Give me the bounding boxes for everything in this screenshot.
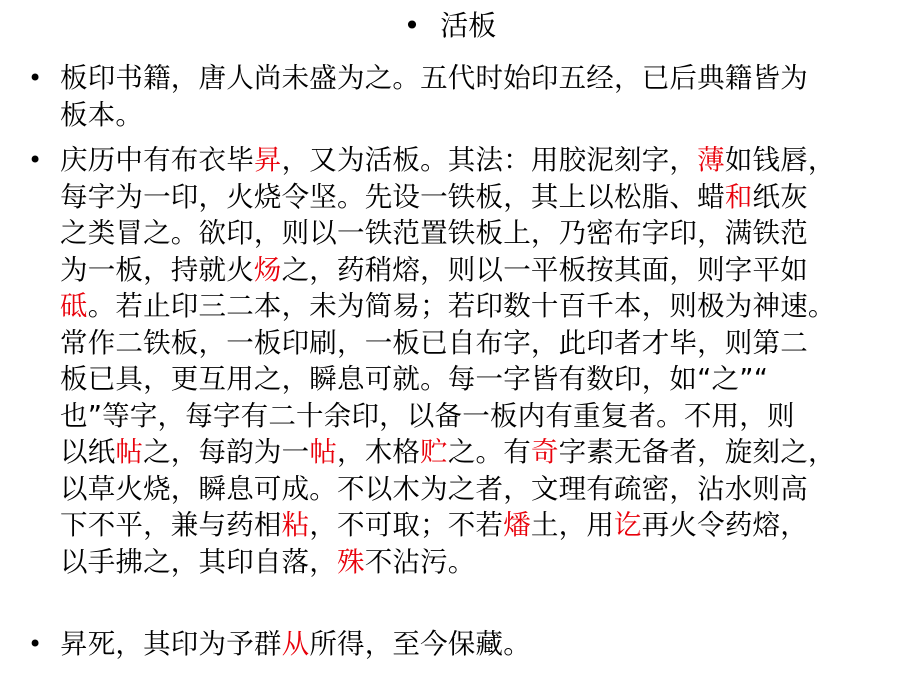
text-segment: 之类冒之。欲印，则以一铁范置铁板上，乃密布字印，满铁范 xyxy=(60,217,808,249)
text-segment: 常作二铁板，一板印刷，一板已自布字，此印者才毕，则第二 xyxy=(60,326,808,359)
highlighted-word: 薄 xyxy=(697,144,725,176)
text-segment: 也”等字，每字有二十余印，以备一板内有重复者。不用，则 xyxy=(60,399,795,432)
text-line xyxy=(60,361,890,398)
paragraph-body xyxy=(60,60,890,133)
highlighted-word: 帖 xyxy=(309,436,338,468)
text-segment: 之，药稍熔，则以一平板按其面，则字平如 xyxy=(281,253,808,286)
text-line xyxy=(60,434,890,471)
text-segment: 之。有 xyxy=(447,436,531,468)
text-segment: 所得，至今保藏。 xyxy=(309,628,531,660)
text-line xyxy=(60,142,890,179)
text-segment: 板已具，更互用之，瞬息可就。每一字皆有数印，如“之”“ xyxy=(60,363,769,395)
text-segment: 以草火烧，瞬息可成。不以木为之者，文理有疏密，沾水则高 xyxy=(60,472,808,505)
text-segment: 。若止印三二本，未为简易；若印数十百千本，则极为神速。 xyxy=(87,290,836,322)
highlighted-word: 炀 xyxy=(253,253,282,286)
highlighted-word: 殊 xyxy=(337,545,365,578)
text-segment: ，不可取；不若 xyxy=(309,509,504,541)
paragraph-bullet: • xyxy=(28,64,43,92)
text-segment: 下不平，兼与药相 xyxy=(60,509,282,541)
text-line xyxy=(60,60,890,97)
text-line xyxy=(60,288,890,325)
text-segment: 不沾污。 xyxy=(364,545,476,578)
text-line xyxy=(60,626,890,663)
text-line xyxy=(60,215,890,252)
text-line xyxy=(60,325,890,362)
text-segment: 昇死，其印为予群 xyxy=(60,628,282,660)
text-line xyxy=(60,507,890,544)
text-line xyxy=(60,544,890,581)
text-line xyxy=(60,471,890,508)
highlighted-word: 砥 xyxy=(60,290,88,322)
highlighted-word: 贮 xyxy=(420,436,448,468)
text-segment: ，木格 xyxy=(337,436,421,468)
highlighted-word: 燔 xyxy=(503,509,531,541)
text-line xyxy=(60,398,890,435)
text-segment: 以纸 xyxy=(60,436,116,468)
text-segment: 庆历中有布衣毕 xyxy=(60,144,254,176)
highlighted-word: 帖 xyxy=(115,436,144,468)
title-bullet: • xyxy=(403,9,421,42)
text-segment: 如钱唇， xyxy=(724,144,836,176)
highlighted-word: 从 xyxy=(281,628,310,660)
highlighted-word: 讫 xyxy=(614,509,642,541)
paragraph-body xyxy=(60,626,890,663)
paragraph-bullet: • xyxy=(28,146,43,174)
text-segment: 纸灰 xyxy=(752,180,808,213)
text-segment: 为一板，持就火 xyxy=(60,253,254,286)
text-segment: 土，用 xyxy=(530,509,615,541)
title-text: 活板 xyxy=(440,9,497,42)
text-segment: 字素无备者，旋刻之， xyxy=(558,436,836,468)
text-segment: 再火令药熔， xyxy=(641,509,808,541)
highlighted-word: 奇 xyxy=(530,436,559,468)
text-line xyxy=(60,252,890,289)
highlighted-word: 昇 xyxy=(253,144,282,176)
text-segment: ，又为活板。其法：用胶泥刻字， xyxy=(281,144,698,176)
text-segment: 板本。 xyxy=(60,98,144,131)
highlighted-word: 粘 xyxy=(281,509,310,541)
paragraph-bullet: • xyxy=(28,630,43,658)
text-segment: 以手拂之，其印自落， xyxy=(60,545,337,578)
text-segment: 每字为一印，火烧令坚。先设一铁板，其上以松脂、蜡 xyxy=(60,180,725,213)
highlighted-word: 和 xyxy=(724,180,753,213)
paragraph-body xyxy=(60,142,890,580)
slide-title xyxy=(0,6,900,46)
text-segment: 板印书籍，唐人尚未盛为之。五代时始印五经，已后典籍皆为 xyxy=(60,62,808,94)
text-line xyxy=(60,97,890,134)
text-line xyxy=(60,179,890,216)
text-segment: 之，每韵为一 xyxy=(143,436,310,468)
